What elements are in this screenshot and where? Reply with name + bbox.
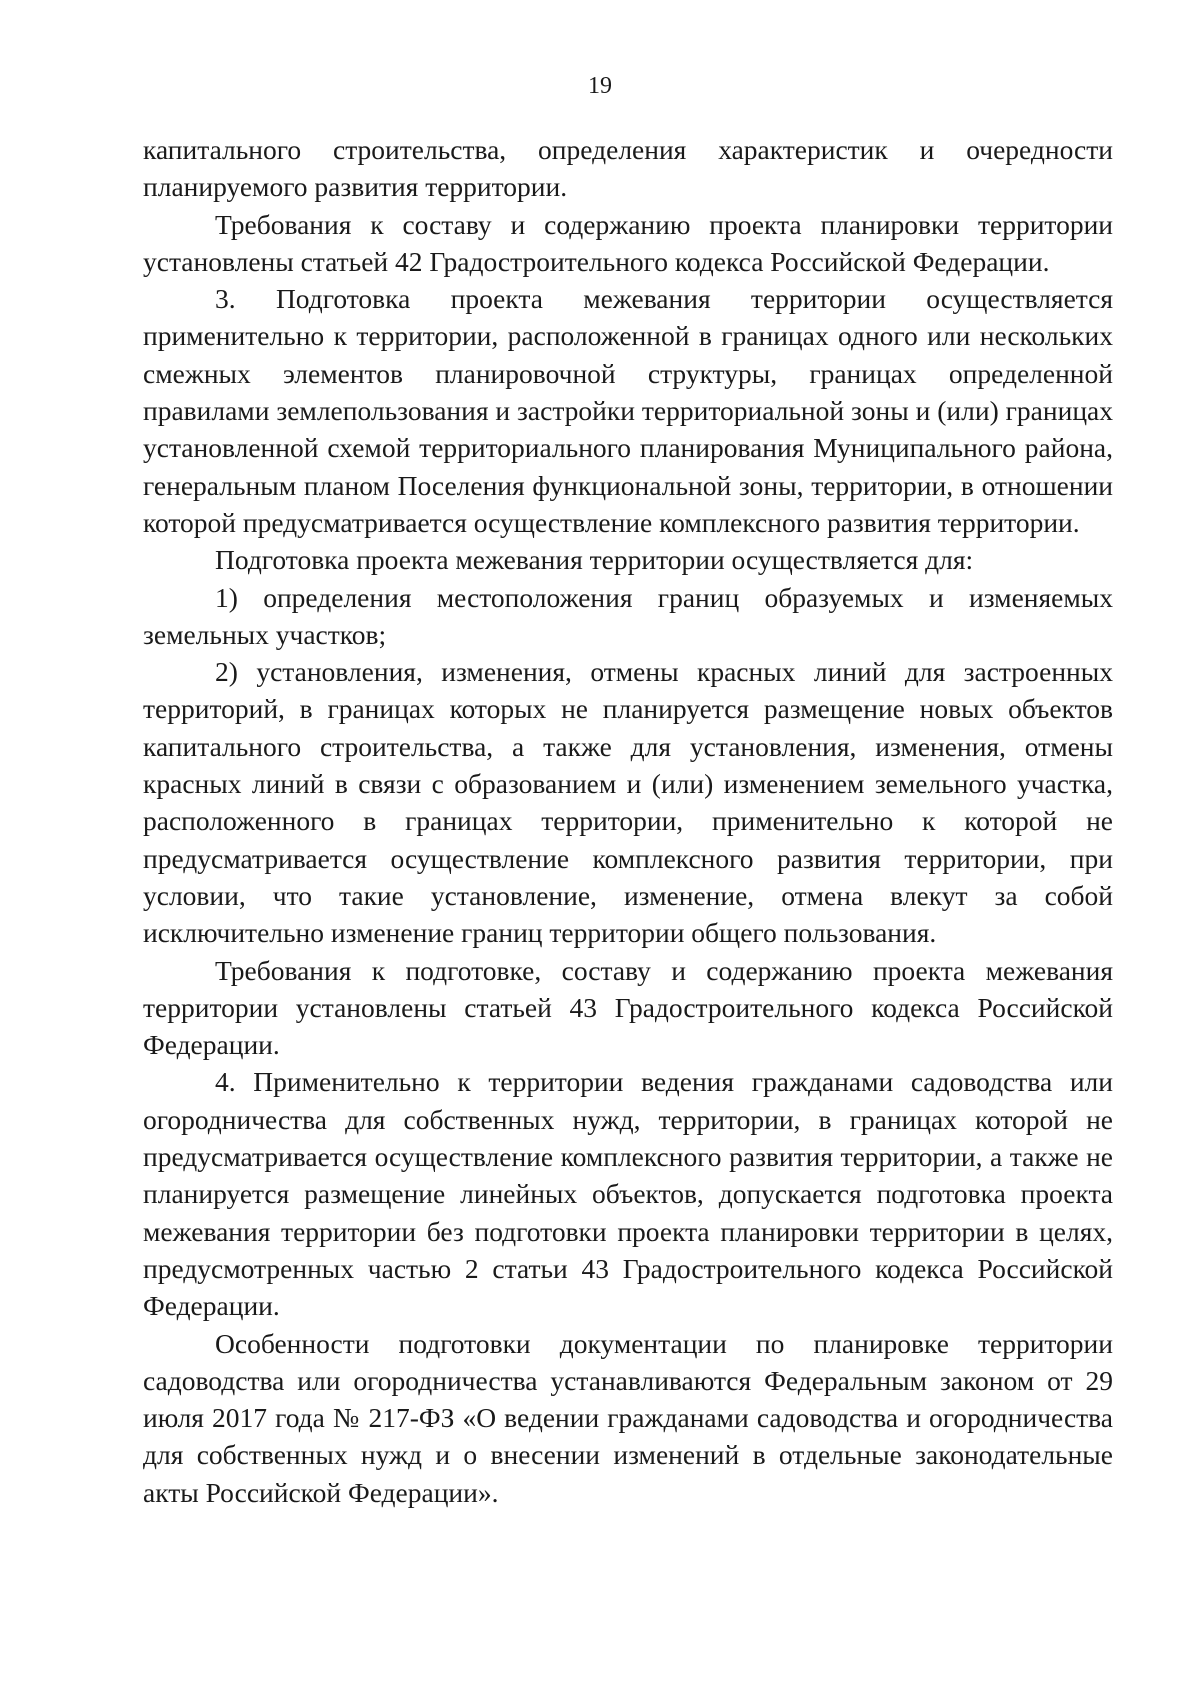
paragraph-item-4: 4. Применительно к территории ведения гражданами садоводства или огородничества для собственных нужд, территории, в границах которой не предусматривается осуществление комплексного развития территории, а также не планируется размещение линейных объектов, допускается подготовка проекта межевания территории без подготовки проекта планировки территории в целях, предусмотренных частью 2 статьи 43 Градостроительного кодекса Российской Федерации.: [143, 1066, 1113, 1322]
paragraph-continuation: капитального строительства, определения характеристик и очередности планируемого развития территории.: [143, 134, 1113, 203]
list-item-2: 2) установления, изменения, отмены красных линий для застроенных территорий, в границах которых не планируется размещение новых объектов капитального строительства, а также для установления, изменения, отмены красных линий в связи с образованием и (или) изменением земельного участка, расположенного в границах территории, применительно к которой не предусматривается осуществление комплексного развития территории, при условии, что такие установление, изменение, отмена влекут за собой исключительно изменение границ территории общего пользования.: [143, 656, 1113, 949]
paragraph-gardening-specifics: Особенности подготовки документации по планировке территории садоводства или огородничества устанавливаются Федеральным законом от 29 июля 2017 года № 217-ФЗ «О ведении гражданами садоводства и огородничества для собственных нужд и о внесении изменений в отдельные законодательные акты Российской Федерации».: [143, 1327, 1113, 1508]
list-item-1: 1) определения местоположения границ образуемых и изменяемых земельных участков;: [143, 581, 1113, 650]
paragraph-planning-requirements: Требования к составу и содержанию проекта планировки территории установлены статьей 42 Градостроительного кодекса Российской Федерации.: [143, 208, 1113, 277]
paragraph-surveying-requirements: Требования к подготовке, составу и содержанию проекта межевания территории установлены статьей 43 Градостроительного кодекса Российской Федерации.: [143, 954, 1113, 1061]
paragraph-purpose-intro: Подготовка проекта межевания территории осуществляется для:: [215, 544, 974, 576]
document-body: [143, 131, 1113, 1511]
page-number: 19: [588, 73, 612, 99]
paragraph-item-3: 3. Подготовка проекта межевания территории осуществляется применительно к территории, расположенной в границах одного или нескольких смежных элементов планировочной структуры, границах определенной правилами землепользования и застройки территориальной зоны и (или) границах установленной схемой территориального планирования Муниципального района, генеральным планом Поселения функциональной зоны, территории, в отношении которой предусматривается осуществление комплексного развития территории.: [143, 283, 1113, 538]
